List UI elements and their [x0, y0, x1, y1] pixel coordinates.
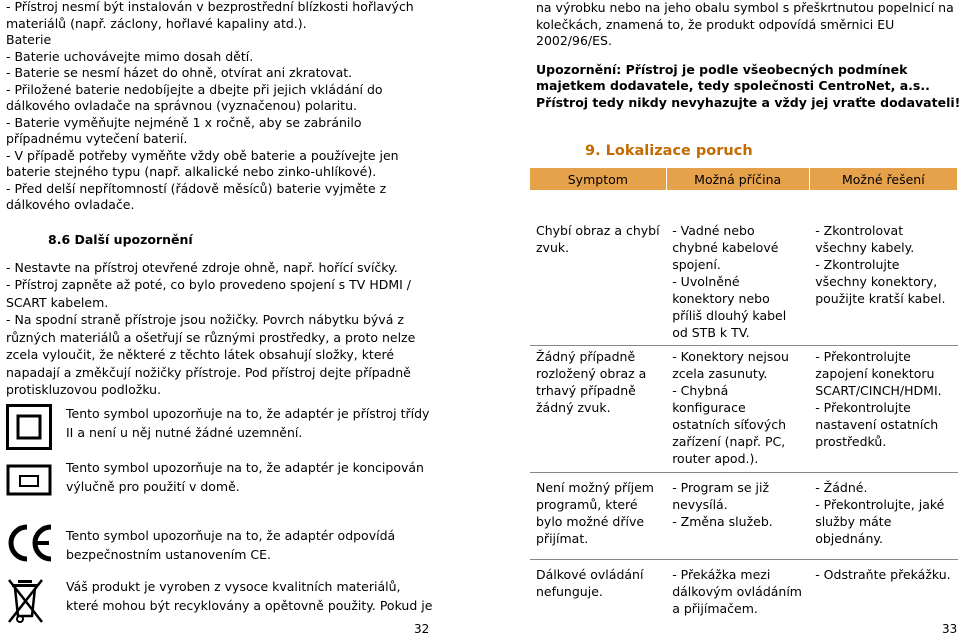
cell-line: konektory nebo: [672, 291, 770, 306]
cell-line: - Chybná: [672, 383, 729, 398]
ownership-notice: [536, 61, 960, 112]
cell-line: bylo možné dříve: [536, 514, 645, 529]
cell-line: - Změna služeb.: [672, 514, 773, 529]
cell-line: trhavý případně: [536, 383, 636, 398]
table-row: [530, 473, 958, 560]
cell-line: od STB k TV.: [672, 325, 750, 340]
cell-line: ostatních síťových: [672, 417, 787, 432]
cell-symptom: [530, 190, 666, 346]
text-line: - Přiložené baterie nedobíjejte a dbejte při jejich vkládání do: [6, 81, 383, 97]
cell-solution: [809, 190, 957, 346]
page-number-right: 33: [942, 622, 958, 636]
cell-line: - Konektory nejsou: [672, 349, 789, 364]
text-line: - Baterie se nesmí házet do ohně, otvírat ani zkratovat.: [6, 65, 353, 80]
cell-line: - Překážka mezi: [672, 567, 771, 582]
symbol-text-line: které mohou být recyklovány a opětovně použity. Pokud je: [66, 598, 433, 613]
text-line: materiálů (např. záclony, hořlavé kapaliny atd.).: [6, 15, 307, 31]
cell-line: všechny konektory,: [815, 274, 938, 289]
table-row: [530, 560, 958, 622]
section-heading-8-6: 8.6 Další upozornění: [48, 231, 193, 247]
section-title-troubleshooting: 9. Lokalizace poruch: [585, 143, 753, 159]
notice-line: Upozornění: Přístroj je podle všeobecných podmínek: [536, 61, 908, 77]
cell-line: router apod.).: [672, 451, 759, 466]
symbol-text-line: výlučně pro použití v domě.: [66, 479, 240, 494]
cell-solution: [809, 473, 957, 560]
cell-line: Chybí obraz a chybí: [536, 223, 660, 238]
text-line: - Baterie uchovávejte mimo dosah dětí.: [6, 48, 254, 64]
cell-line: příliš dlouhý kabel: [672, 308, 787, 323]
symbol-text-line: Váš produkt je vyroben z vysoce kvalitních materiálů,: [66, 579, 401, 594]
battery-instructions: [6, 0, 434, 214]
cell-symptom: [530, 473, 666, 560]
cell-line: nastavení ostatních: [815, 417, 939, 432]
cell-line: SCART/CINCH/HDMI.: [815, 383, 942, 398]
text-line: - Na spodní straně přístroje jsou nožičky. Povrch nábytku bývá z: [6, 312, 404, 327]
cell-line: použijte kratší kabel.: [815, 291, 946, 306]
column-header-solution: Možné řešení: [809, 168, 957, 190]
cell-line: přijímat.: [536, 531, 589, 546]
text-line: kolečkách, znamená to, že produkt odpovídá směrnici EU: [536, 16, 895, 32]
text-line: napadají a změkčují nožičky přístroje. Pod přístroj dejte případně: [6, 364, 411, 380]
cell-line: prostředků.: [815, 434, 887, 449]
cell-line: - Program se již: [672, 480, 770, 495]
cell-line: - Překontrolujte: [815, 400, 911, 415]
text-line: 2002/96/ES.: [536, 33, 612, 48]
left-page: [6, 0, 434, 399]
text-line: na výrobku nebo na jeho obalu symbol s přeškrtnutou popelnicí na: [536, 0, 954, 15]
cell-line: dálkovým ovládáním: [672, 584, 802, 599]
symbol-text-line: Tento symbol upozorňuje na to, že adaptér odpovídá: [66, 528, 396, 543]
cell-cause: [666, 346, 809, 473]
troubleshooting-table: [530, 168, 958, 621]
further-warnings: [6, 259, 434, 399]
cell-line: Dálkové ovládání: [536, 567, 644, 582]
text-line: dálkového ovladače na správnou (vyznačenou) polaritu.: [6, 98, 357, 113]
text-line: baterie stejného typu (např. alkalické nebo zinko-uhlíkové).: [6, 164, 377, 179]
text-line: protiskluzovou podložku.: [6, 382, 162, 397]
cell-line: - Zkontrolovat: [815, 223, 904, 238]
cell-line: - Překontrolujte: [815, 349, 911, 364]
text-line: - V případě potřeby vyměňte vždy obě baterie a používejte jen: [6, 147, 399, 163]
cell-line: chybné kabelové: [672, 240, 779, 255]
text-line: dálkového ovladače.: [6, 197, 135, 212]
double-insulation-icon: [6, 404, 52, 453]
cell-line: nefunguje.: [536, 584, 603, 599]
cell-line: zvuk.: [536, 240, 570, 255]
cell-line: zapojení konektoru: [815, 366, 935, 381]
cell-line: programů, které: [536, 497, 638, 512]
ce-mark-icon: [6, 521, 56, 568]
table-header-row: [530, 168, 958, 190]
column-header-cause: Možná příčina: [666, 168, 809, 190]
text-line: SCART kabelem.: [6, 294, 109, 310]
text-line: zcela vyloučit, že některé z těchto látek obsahují složky, které: [6, 347, 395, 362]
cell-line: Žádný případně: [536, 349, 636, 364]
indoor-use-icon: [6, 458, 52, 507]
cell-solution: [809, 346, 957, 473]
cell-cause: [666, 560, 809, 622]
column-header-symptom: Symptom: [530, 168, 666, 190]
cell-line: nevysílá.: [672, 497, 728, 512]
cell-line: - Uvolněné: [672, 274, 740, 289]
cell-line: zařízení (např. PC,: [672, 434, 786, 449]
text-line: - Nestavte na přístroj otevřené zdroje ohně, např. hořící svíčky.: [6, 259, 398, 275]
text-line: - Před delší nepřítomností (řádově měsíců) baterie vyjměte z: [6, 180, 387, 196]
text-line: Baterie: [6, 32, 52, 47]
notice-line: majetkem dodavatele, tedy společnosti CentroNet, a.s..: [536, 78, 930, 93]
cell-line: - Žádné.: [815, 480, 868, 495]
weee-continuation: [536, 0, 956, 50]
cell-line: objednány.: [815, 531, 883, 546]
cell-symptom: [530, 346, 666, 473]
cell-line: konfigurace: [672, 400, 746, 415]
cell-solution: [809, 560, 957, 622]
cell-cause: [666, 473, 809, 560]
cell-line: Není možný příjem: [536, 480, 654, 495]
cell-line: žádný zvuk.: [536, 400, 611, 415]
text-line: - Baterie vyměňujte nejméně 1 x ročně, aby se zabránilo: [6, 114, 362, 130]
symbol-text-line: Tento symbol upozorňuje na to, že adaptér je koncipován: [66, 460, 424, 475]
notice-line: Přístroj tedy nikdy nevyhazujte a vždy jej vraťte dodavateli!: [536, 94, 960, 110]
right-page: [536, 0, 960, 111]
symbol-text-line: Tento symbol upozorňuje na to, že adaptér je přístroj třídy: [66, 406, 430, 421]
cell-line: všechny kabely.: [815, 240, 915, 255]
table-row: [530, 346, 958, 473]
cell-line: zcela zasunuty.: [672, 366, 768, 381]
cell-line: a přijímačem.: [672, 601, 758, 616]
cell-line: - Zkontrolujte: [815, 257, 900, 272]
symbol-text-line: bezpečnostním ustanovením CE.: [66, 547, 272, 562]
cell-line: služby máte: [815, 514, 892, 529]
text-line: - Přístroj zapněte až poté, co bylo provedeno spojení s TV HDMI /: [6, 277, 412, 292]
weee-bin-icon: [6, 576, 46, 629]
cell-line: spojení.: [672, 257, 721, 272]
cell-symptom: [530, 560, 666, 622]
cell-line: - Odstraňte překážku.: [815, 567, 951, 582]
cell-line: rozložený obraz a: [536, 366, 647, 381]
cell-cause: [666, 190, 809, 346]
cell-line: - Vadné nebo: [672, 223, 755, 238]
cell-line: - Překontrolujte, jaké: [815, 497, 945, 512]
page-number-left: 32: [414, 622, 430, 636]
text-line: různých materiálů a ošetřují se různými prostředky, a proto nelze: [6, 329, 416, 345]
symbol-text-line: II a není u něj nutné žádné uzemnění.: [66, 425, 303, 440]
text-line: - Přístroj nesmí být instalován v bezprostřední blízkosti hořlavých: [6, 0, 414, 14]
table-row: [530, 190, 958, 346]
text-line: případnému vytečení baterií.: [6, 131, 188, 146]
